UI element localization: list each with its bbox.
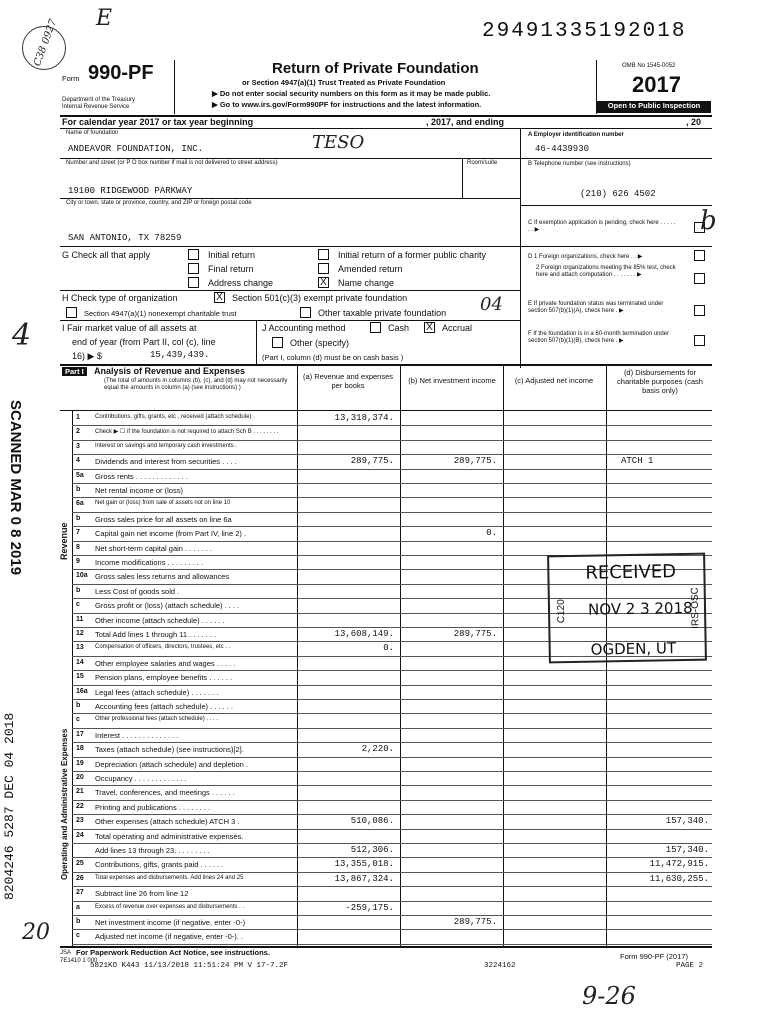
calendar-year-label: For calendar year 2017 or tax year beginning <box>62 117 254 127</box>
name-label: Name of foundation <box>66 130 119 136</box>
column-b-value: 289,775. <box>453 917 497 927</box>
address-change-checkbox[interactable] <box>188 277 199 288</box>
column-d-value: 157,340. <box>665 816 709 827</box>
other-method-label: Other (specify) <box>290 338 350 348</box>
status-terminated-checkbox[interactable] <box>694 305 705 316</box>
line-label: Gross profit or (loss) (attach schedule) . . . . <box>95 601 240 611</box>
4947-checkbox[interactable] <box>66 307 77 318</box>
line-number: c <box>76 716 80 724</box>
line-label: Check ▶ ☐ if the foundation is not required to attach Sch B . . . . . . . . <box>95 429 279 436</box>
form-reference: Form 990-PF (2017) <box>620 952 688 961</box>
line-label: Interest . . . . . . . . . . . . . . <box>95 730 179 740</box>
foundation-name: ANDEAVOR FOUNDATION, INC. <box>68 144 204 154</box>
document-locator-number: 29491335192018 <box>482 20 687 43</box>
initial-return-label: Initial return <box>208 250 256 260</box>
line-number: c <box>76 601 80 609</box>
line-label: Travel, conferences, and meetings . . . . . . <box>95 788 235 798</box>
left-handwritten-mark: 4 <box>12 318 32 353</box>
line-number: 2 <box>76 428 80 436</box>
line-number: b <box>76 586 81 594</box>
received-date: NOV 2 3 2018 <box>587 598 693 619</box>
table-row <box>0 929 770 943</box>
street-label: Number and street (or P O box number if mail is not delivered to street address) <box>66 160 278 166</box>
line-label: Total operating and administrative expenses. <box>95 831 244 841</box>
column-d-value: ATCH 1 <box>621 456 654 467</box>
line-number: 7 <box>76 529 80 537</box>
table-row <box>0 728 770 742</box>
table-row <box>0 440 770 454</box>
line-number: 18 <box>76 745 84 753</box>
column-a-value: 13,867,324. <box>334 873 394 884</box>
line-number: 23 <box>76 817 84 825</box>
501c3-checkbox[interactable]: X <box>214 292 225 303</box>
line-label: Adjusted net income (if negative, enter -0-). . <box>95 932 243 942</box>
revenue-side-label: Revenue <box>59 522 69 560</box>
column-a-value: 13,318,374. <box>334 413 394 423</box>
line-number: c <box>76 932 80 940</box>
line-label: Other income (attach schedule) . . . . . . <box>95 615 225 625</box>
table-row <box>0 512 770 526</box>
other-taxable-label: Other taxable private foundation <box>318 308 447 318</box>
exemption-pending-label: C If exemption application is pending, check here . . . . . . . ▶ <box>528 220 676 233</box>
name-change-label: Name change <box>338 278 395 288</box>
expenses-side-label: Operating and Administrative Expenses <box>60 728 69 880</box>
line-label: Capital gain net income (from Part IV, line 2) . <box>95 529 247 539</box>
table-row <box>0 411 770 425</box>
line-label: Gross sales less returns and allowances <box>95 572 230 582</box>
h-label: H Check type of organization <box>62 293 178 303</box>
line-number: 26 <box>76 874 84 882</box>
received-stamp <box>547 553 707 664</box>
paperwork-notice: For Paperwork Reduction Act Notice, see instructions. <box>76 948 270 957</box>
column-a-value: 510,086. <box>350 816 394 827</box>
line-label: Accounting fees (attach schedule) . . . . . . <box>95 702 233 711</box>
city-state-zip: SAN ANTONIO, TX 78259 <box>68 233 182 243</box>
status-terminated-label: E If private foundation status was terminated under section 507(b)(1)(A), check here . ▶ <box>528 301 664 314</box>
table-row <box>0 857 770 871</box>
received-left-code: C120 <box>555 599 568 624</box>
table-row <box>0 771 770 785</box>
initial-former-label: Initial return of a former public charity <box>338 250 487 260</box>
column-a-value: 13,355,018. <box>334 859 394 870</box>
telephone-label: B Telephone number (see instructions) <box>528 161 631 167</box>
line-label: Other employee salaries and wages . . . . . <box>95 658 236 668</box>
footer-jsa: JSA <box>60 950 72 956</box>
line-number: 10a <box>76 572 88 580</box>
line-number: 11 <box>76 615 84 623</box>
line-label: Taxes (attach schedule) (see instructions)[2]. <box>95 745 244 755</box>
omb-number: OMB No 1545-0052 <box>622 63 676 69</box>
line-label: Gross sales price for all assets on line 6a <box>95 514 232 524</box>
column-a-value: 2,220. <box>361 744 394 755</box>
dept-line-1: Department of the Treasury <box>62 97 136 103</box>
line-label: Dividends and interest from securities . . . . <box>95 457 237 467</box>
line-label: Less Cost of goods sold . <box>95 586 180 596</box>
column-d-header: (d) Disbursements for charitable purposes (cash basis only) <box>617 368 703 395</box>
table-row <box>0 454 770 468</box>
line-number: 15 <box>76 673 84 681</box>
table-row <box>0 685 770 699</box>
cash-checkbox[interactable] <box>370 322 381 333</box>
column-a-value: -259,175. <box>345 902 394 913</box>
table-row <box>0 829 770 843</box>
line-number: b <box>76 702 81 709</box>
line-number: b <box>76 486 81 493</box>
column-d-value: 157,340. <box>665 845 709 855</box>
line-number: a <box>76 903 80 911</box>
501c3-label: Section 501(c)(3) exempt private foundation <box>232 293 408 303</box>
scanned-stamp: SCANNED MAR 0 8 2019 <box>7 400 24 576</box>
fmv-value: 15,439,439. <box>150 350 210 360</box>
form-subtitle: or Section 4947(a)(1) Trust Treated as Private Foundation <box>242 78 446 87</box>
bottom-right-handwritten: 9-26 <box>582 982 636 1010</box>
table-row <box>0 872 770 886</box>
foreign-org-checkbox[interactable] <box>694 250 705 261</box>
other-taxable-checkbox[interactable] <box>300 307 311 318</box>
form-number: 990-PF <box>88 62 154 84</box>
fmv-line-1: I Fair market value of all assets at <box>62 323 197 333</box>
line-label: Contributions, gifts, grants, etc , received (attach schedule) . <box>95 414 255 420</box>
table-row <box>0 814 770 828</box>
handwritten-teso: TESO <box>312 132 365 153</box>
column-b-value: 289,775. <box>453 629 497 639</box>
table-row <box>0 843 770 857</box>
city-label: City or town, state or province, country, and ZIP or foreign postal code <box>66 200 252 206</box>
column-b-header: (b) Net investment income <box>408 376 496 385</box>
accrual-label: Accrual <box>442 323 473 333</box>
line-label: Total expenses and disbursements. Add lines 24 and 25 <box>95 874 244 881</box>
line-label: Compensation of officers, directors, trustees, etc . . <box>95 644 231 651</box>
line-label: Excess of revenue over expenses and disbursements . . <box>95 903 245 910</box>
left-margin-number: 8204246 5287 DEC 04 2018 <box>2 712 17 900</box>
line-label: Net investment income (if negative, enter -0-) <box>95 918 246 927</box>
line-label: Pension plans, employee benefits . . . . . . <box>95 673 233 683</box>
sixty-month-checkbox[interactable] <box>694 335 705 346</box>
table-row <box>0 800 770 814</box>
line-label: Other professional fees (attach schedule) . . . . <box>95 716 219 723</box>
table-row <box>0 785 770 799</box>
part1-description: (The total of amounts in columns (b), (c), and (d) may not necessarily equal the amounts in column (a) (see instructions) ) <box>104 378 288 391</box>
print-line: 5821KO K443 11/13/2018 11:51:24 PM V 17-7.2F <box>90 962 289 970</box>
line-label: Depreciation (attach schedule) and depletion . <box>95 759 249 769</box>
accounting-method-label: J Accounting method <box>262 323 346 333</box>
g-label: G Check all that apply <box>62 250 151 260</box>
ein-label: A Employer identification number <box>528 132 624 138</box>
column-b-value: 0. <box>486 528 497 539</box>
4947-label: Section 4947(a)(1) nonexempt charitable trust <box>84 309 237 318</box>
batch-number: 3224162 <box>484 962 516 970</box>
initial-former-checkbox[interactable] <box>318 249 329 260</box>
circle-stamp-text: C38 0927 <box>32 17 60 68</box>
table-row <box>0 469 770 483</box>
table-row <box>0 526 770 540</box>
amended-return-checkbox[interactable] <box>318 263 329 274</box>
table-row <box>0 670 770 684</box>
received-title: RECEIVED <box>585 561 677 584</box>
line-label: Add lines 13 through 23. . . . . . . . . <box>95 846 210 855</box>
form-label: Form <box>62 74 80 83</box>
line-number: 6a <box>76 500 84 508</box>
table-row <box>0 915 770 929</box>
calendar-end-year: , 20 <box>686 117 702 127</box>
line-label: Printing and publications . . . . . . . . <box>95 802 211 812</box>
fmv-line-2: end of year (from Part II, col (c), line <box>72 337 216 347</box>
final-return-checkbox[interactable] <box>188 263 199 274</box>
name-change-checkbox[interactable]: X <box>318 277 329 288</box>
part1-title: Analysis of Revenue and Expenses <box>94 366 246 376</box>
line-label: Gross rents . . . . . . . . . . . . . <box>95 471 188 481</box>
room-label: Room/suite <box>467 160 498 166</box>
instructions-notice: ▶ Go to www.irs.gov/Form990PF for instructions and the latest information. <box>212 100 482 109</box>
line-label: Income modifications . . . . . . . . . <box>95 558 203 567</box>
line-number: 17 <box>76 730 84 738</box>
line-label: Subtract line 26 from line 12 <box>95 889 189 899</box>
line-number: 12 <box>76 630 84 637</box>
line-number: 13 <box>76 644 84 652</box>
line-label: Other expenses (attach schedule) ATCH 3 . <box>95 817 240 827</box>
table-row <box>0 901 770 915</box>
line-label: Occupancy . . . . . . . . . . . . . <box>95 774 187 783</box>
column-d-value: 11,630,255. <box>649 873 709 884</box>
amended-return-label: Amended return <box>338 264 403 274</box>
table-row <box>0 757 770 771</box>
line-label: Net gain or (loss) from sale of assets not on line 10 <box>95 500 231 507</box>
dept-line-2: Internal Revenue Service <box>62 104 130 110</box>
line-number: 25 <box>76 860 84 868</box>
line-label: Total Add lines 1 through 11 . . . . . . . <box>95 630 217 639</box>
line-label: Contributions, gifts, grants paid . . . . . . <box>95 860 224 870</box>
table-row <box>0 886 770 900</box>
column-a-value: 512,306. <box>350 845 394 855</box>
tax-year: 2017 <box>632 72 681 97</box>
table-row <box>0 699 770 713</box>
page-number: PAGE 2 <box>676 962 704 970</box>
foreign-org-label: D 1 Foreign organizations, check here . . ▶ <box>528 254 643 260</box>
accrual-checkbox[interactable]: X <box>424 322 435 333</box>
street-address: 19100 RIDGEWOOD PARKWAY <box>68 186 193 196</box>
line-number: 19 <box>76 759 84 767</box>
line-label: Net rental income or (loss) <box>95 486 183 495</box>
line-number: 1 <box>76 414 80 421</box>
line-label: Net short-term capital gain . . . . . . . <box>95 543 213 553</box>
form-title: Return of Private Foundation <box>272 60 479 77</box>
line-number: 14 <box>76 658 84 666</box>
line-number: 8 <box>76 543 80 551</box>
received-right-code: IRS-OSC <box>689 587 702 629</box>
received-city: OGDEN, UT <box>590 639 677 659</box>
line-number: b <box>76 918 81 925</box>
column-b-value: 289,775. <box>453 456 497 467</box>
table-row <box>0 425 770 439</box>
bottom-left-handwritten: 20 <box>22 920 50 945</box>
column-a-value: 13,608,149. <box>334 629 394 639</box>
part1-tag: Part I <box>62 367 87 376</box>
handwritten-04: 04 <box>480 294 503 315</box>
cash-label: Cash <box>388 323 410 333</box>
footer-code: 7E1410 1 000 <box>60 958 98 964</box>
calendar-ending-label: , 2017, and ending <box>426 117 505 127</box>
column-d-value: 11,472,915. <box>649 859 709 870</box>
line-number: 16a <box>76 687 88 695</box>
final-return-label: Final return <box>208 264 254 274</box>
line-number: 9 <box>76 558 80 565</box>
table-row <box>0 713 770 727</box>
line-label: Legal fees (attach schedule) . . . . . . . <box>95 687 219 697</box>
foreign-85-checkbox[interactable] <box>694 273 705 284</box>
line-number: 24 <box>76 831 84 839</box>
line-number: b <box>76 514 81 522</box>
line-number: 22 <box>76 802 84 810</box>
initial-return-checkbox[interactable] <box>188 249 199 260</box>
address-change-label: Address change <box>208 278 274 288</box>
ssn-notice: ▶ Do not enter social security numbers on this form as it may be made public. <box>212 89 491 98</box>
column-c-header: (c) Adjusted net income <box>514 376 594 385</box>
line-number: 20 <box>76 774 84 781</box>
column-a-value: 0. <box>383 643 394 654</box>
public-inspection-banner: Open to Public Inspection <box>597 101 711 113</box>
other-method-checkbox[interactable] <box>272 337 283 348</box>
handwritten-letter: E <box>96 6 113 31</box>
ein-value: 46-4439930 <box>535 144 590 154</box>
sixty-month-label: F If the foundation is in a 60-month termination under section 507(b)(1)(B), check here . ▶ <box>528 331 670 344</box>
handwritten-b: b <box>700 206 717 236</box>
table-row <box>0 742 770 756</box>
table-row <box>0 483 770 497</box>
table-row <box>0 497 770 511</box>
foreign-85-label: 2 Foreign organizations meeting the 85% test, check here and attach computation . . . . . . . ▶ <box>536 265 676 278</box>
line-number: 21 <box>76 788 84 796</box>
line-number: 27 <box>76 889 84 897</box>
line-number: 3 <box>76 442 80 450</box>
row-rule <box>72 944 712 945</box>
line-number: 5a <box>76 471 84 479</box>
telephone-value: (210) 626 4502 <box>580 189 656 199</box>
fmv-line-3: 16) ▶ $ <box>72 351 102 361</box>
line-label: Interest on savings and temporary cash investments . <box>95 442 238 449</box>
cash-basis-note: (Part I, column (d) must be on cash basis ) <box>262 353 404 362</box>
line-number: 4 <box>76 457 80 465</box>
column-a-value: 289,775. <box>350 456 394 467</box>
column-a-header: (a) Revenue and expenses per books <box>302 372 394 390</box>
